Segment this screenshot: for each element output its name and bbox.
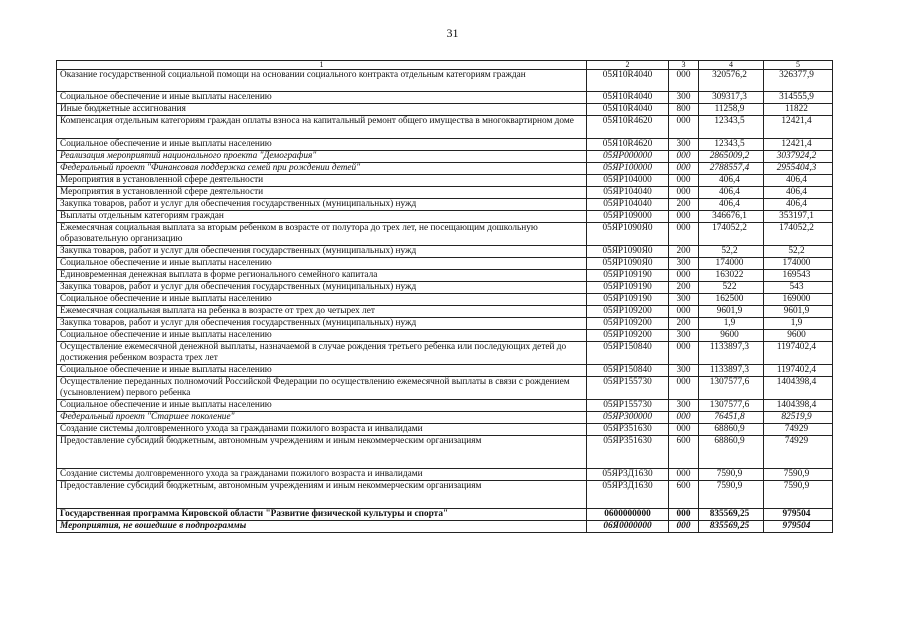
row-value-year2-cell: 406,4 bbox=[764, 175, 833, 187]
row-value-year1-cell: 68860,9 bbox=[699, 436, 764, 469]
table-row bbox=[57, 163, 833, 175]
table-row bbox=[57, 104, 833, 116]
table-row bbox=[57, 282, 833, 294]
row-value-year1-cell: 163022 bbox=[699, 270, 764, 282]
row-value-year2-cell: 174052,2 bbox=[764, 223, 833, 246]
row-value-year1-cell: 406,4 bbox=[699, 199, 764, 211]
row-name-cell: Ежемесячная социальная выплата за вторым ребенком в возрасте от полутора до трех лет, не посещающим дошкольную образовательную организацию bbox=[57, 223, 587, 246]
row-code-cell: 05Я10R4040 bbox=[587, 92, 669, 104]
row-code-cell: 05ЯР109200 bbox=[587, 306, 669, 318]
table-row bbox=[57, 342, 833, 365]
row-name-cell: Осуществление переданных полномочий Российской Федерации по осуществлению ежемесячной выплаты в связи с рождением (усыновлением) первого ребенка bbox=[57, 377, 587, 400]
row-type-cell: 300 bbox=[669, 258, 699, 270]
row-type-cell: 300 bbox=[669, 365, 699, 377]
row-type-cell: 200 bbox=[669, 282, 699, 294]
row-value-year2-cell: 314555,9 bbox=[764, 92, 833, 104]
row-code-cell: 05ЯР109000 bbox=[587, 211, 669, 223]
row-name-cell: Выплаты отдельным категориям граждан bbox=[57, 211, 587, 223]
row-value-year2-cell: 979504 bbox=[764, 509, 833, 521]
row-type-cell: 300 bbox=[669, 139, 699, 151]
row-code-cell: 05ЯР155730 bbox=[587, 400, 669, 412]
row-type-cell: 600 bbox=[669, 481, 699, 509]
row-code-cell: 05ЯР109200 bbox=[587, 330, 669, 342]
header-col-year1: 4 bbox=[699, 61, 764, 70]
row-type-cell: 300 bbox=[669, 330, 699, 342]
row-value-year1-cell: 76451,8 bbox=[699, 412, 764, 424]
row-name-cell: Предоставление субсидий бюджетным, автономным учреждениям и иным некоммерческим организациям bbox=[57, 436, 587, 469]
page-number: 31 bbox=[446, 26, 459, 40]
row-value-year2-cell: 353197,1 bbox=[764, 211, 833, 223]
row-value-year2-cell: 82519,9 bbox=[764, 412, 833, 424]
row-name-cell: Мероприятия в установленной сфере деятельности bbox=[57, 175, 587, 187]
row-value-year1-cell: 522 bbox=[699, 282, 764, 294]
row-value-year1-cell: 7590,9 bbox=[699, 469, 764, 481]
table-row bbox=[57, 365, 833, 377]
row-value-year1-cell: 7590,9 bbox=[699, 481, 764, 509]
row-type-cell: 300 bbox=[669, 294, 699, 306]
table-row bbox=[57, 139, 833, 151]
row-type-cell: 000 bbox=[669, 187, 699, 199]
row-code-cell: 05ЯР109190 bbox=[587, 270, 669, 282]
row-type-cell: 000 bbox=[669, 412, 699, 424]
row-value-year2-cell: 1197402,4 bbox=[764, 365, 833, 377]
row-type-cell: 000 bbox=[669, 116, 699, 139]
row-name-cell: Социальное обеспечение и иные выплаты населению bbox=[57, 92, 587, 104]
table-row bbox=[57, 199, 833, 211]
table-row bbox=[57, 187, 833, 199]
row-code-cell: 05ЯР155730 bbox=[587, 377, 669, 400]
row-name-cell: Компенсация отдельным категориям граждан оплаты взноса на капитальный ремонт общего имущества в многоквартирном доме bbox=[57, 116, 587, 139]
row-code-cell: 05ЯР100000 bbox=[587, 163, 669, 175]
table-row bbox=[57, 306, 833, 318]
table-row bbox=[57, 211, 833, 223]
row-code-cell: 05ЯР351630 bbox=[587, 436, 669, 469]
row-value-year1-cell: 1,9 bbox=[699, 318, 764, 330]
row-name-cell: Закупка товаров, работ и услуг для обеспечения государственных (муниципальных) нужд bbox=[57, 199, 587, 211]
row-code-cell: 0600000000 bbox=[587, 509, 669, 521]
row-value-year2-cell: 169000 bbox=[764, 294, 833, 306]
row-value-year1-cell: 174000 bbox=[699, 258, 764, 270]
row-type-cell: 000 bbox=[669, 163, 699, 175]
row-type-cell: 000 bbox=[669, 223, 699, 246]
row-value-year2-cell: 169543 bbox=[764, 270, 833, 282]
row-name-cell: Социальное обеспечение и иные выплаты населению bbox=[57, 294, 587, 306]
header-col-name: 1 bbox=[57, 61, 587, 70]
row-value-year1-cell: 1133897,3 bbox=[699, 365, 764, 377]
row-name-cell: Закупка товаров, работ и услуг для обеспечения государственных (муниципальных) нужд bbox=[57, 282, 587, 294]
table-row bbox=[57, 481, 833, 509]
row-name-cell: Мероприятия в установленной сфере деятельности bbox=[57, 187, 587, 199]
header-col-code: 2 bbox=[587, 61, 669, 70]
row-code-cell: 05ЯР3Д1630 bbox=[587, 481, 669, 509]
row-value-year1-cell: 174052,2 bbox=[699, 223, 764, 246]
table-row bbox=[57, 116, 833, 139]
row-type-cell: 000 bbox=[669, 175, 699, 187]
row-value-year1-cell: 12343,5 bbox=[699, 139, 764, 151]
row-code-cell: 05ЯР104040 bbox=[587, 199, 669, 211]
table-row bbox=[57, 424, 833, 436]
row-code-cell: 05ЯР1090Я0 bbox=[587, 246, 669, 258]
row-code-cell: 05ЯР109200 bbox=[587, 318, 669, 330]
row-code-cell: 05ЯР109190 bbox=[587, 282, 669, 294]
row-type-cell: 300 bbox=[669, 92, 699, 104]
table-row bbox=[57, 175, 833, 187]
row-value-year1-cell: 11258,9 bbox=[699, 104, 764, 116]
row-value-year2-cell: 52,2 bbox=[764, 246, 833, 258]
row-value-year2-cell: 9600 bbox=[764, 330, 833, 342]
row-value-year2-cell: 326377,9 bbox=[764, 70, 833, 92]
row-name-cell: Государственная программа Кировской области "Развитие физической культуры и спорта" bbox=[57, 509, 587, 521]
row-value-year1-cell: 835569,25 bbox=[699, 521, 764, 533]
row-name-cell: Создание системы долговременного ухода за гражданами пожилого возраста и инвалидами bbox=[57, 469, 587, 481]
table-row bbox=[57, 412, 833, 424]
header-col-year2: 5 bbox=[764, 61, 833, 70]
row-code-cell: 05ЯР300000 bbox=[587, 412, 669, 424]
row-value-year1-cell: 52,2 bbox=[699, 246, 764, 258]
row-type-cell: 000 bbox=[669, 342, 699, 365]
row-value-year2-cell: 2955404,3 bbox=[764, 163, 833, 175]
row-code-cell: 06Я0000000 bbox=[587, 521, 669, 533]
row-value-year1-cell: 406,4 bbox=[699, 187, 764, 199]
table-row bbox=[57, 377, 833, 400]
budget-table bbox=[56, 60, 833, 533]
row-code-cell: 05ЯР000000 bbox=[587, 151, 669, 163]
header-col-type: 3 bbox=[669, 61, 699, 70]
row-value-year1-cell: 835569,25 bbox=[699, 509, 764, 521]
table-row bbox=[57, 270, 833, 282]
row-name-cell: Федеральный проект "Финансовая поддержка семей при рождении детей" bbox=[57, 163, 587, 175]
row-name-cell: Иные бюджетные ассигнования bbox=[57, 104, 587, 116]
table-row bbox=[57, 436, 833, 469]
row-type-cell: 000 bbox=[669, 70, 699, 92]
row-value-year2-cell: 979504 bbox=[764, 521, 833, 533]
row-value-year2-cell: 7590,9 bbox=[764, 481, 833, 509]
row-value-year2-cell: 1,9 bbox=[764, 318, 833, 330]
table-row bbox=[57, 70, 833, 92]
row-value-year1-cell: 9600 bbox=[699, 330, 764, 342]
row-code-cell: 05ЯР109190 bbox=[587, 294, 669, 306]
row-code-cell: 05ЯР104000 bbox=[587, 175, 669, 187]
table-row bbox=[57, 318, 833, 330]
row-type-cell: 000 bbox=[669, 151, 699, 163]
row-value-year2-cell: 74929 bbox=[764, 424, 833, 436]
row-value-year2-cell: 543 bbox=[764, 282, 833, 294]
row-type-cell: 600 bbox=[669, 436, 699, 469]
row-value-year1-cell: 1307577,6 bbox=[699, 400, 764, 412]
row-name-cell: Ежемесячная социальная выплата на ребенка в возрасте от трех до четырех лет bbox=[57, 306, 587, 318]
row-value-year1-cell: 346676,1 bbox=[699, 211, 764, 223]
row-type-cell: 200 bbox=[669, 246, 699, 258]
row-value-year1-cell: 1133897,3 bbox=[699, 342, 764, 365]
row-name-cell: Мероприятия, не вошедшие в подпрограммы bbox=[57, 521, 587, 533]
row-type-cell: 000 bbox=[669, 270, 699, 282]
row-type-cell: 000 bbox=[669, 509, 699, 521]
row-name-cell: Социальное обеспечение и иные выплаты населению bbox=[57, 330, 587, 342]
row-type-cell: 800 bbox=[669, 104, 699, 116]
table-row bbox=[57, 92, 833, 104]
row-type-cell: 300 bbox=[669, 400, 699, 412]
row-name-cell: Закупка товаров, работ и услуг для обеспечения государственных (муниципальных) нужд bbox=[57, 246, 587, 258]
row-type-cell: 000 bbox=[669, 211, 699, 223]
row-value-year2-cell: 406,4 bbox=[764, 187, 833, 199]
row-value-year1-cell: 162500 bbox=[699, 294, 764, 306]
row-value-year2-cell: 1197402,4 bbox=[764, 342, 833, 365]
row-name-cell: Социальное обеспечение и иные выплаты населению bbox=[57, 139, 587, 151]
table-row bbox=[57, 400, 833, 412]
row-value-year2-cell: 1404398,4 bbox=[764, 377, 833, 400]
row-value-year1-cell: 406,4 bbox=[699, 175, 764, 187]
row-code-cell: 05ЯР351630 bbox=[587, 424, 669, 436]
row-value-year1-cell: 2788557,4 bbox=[699, 163, 764, 175]
row-code-cell: 05ЯР1090Я0 bbox=[587, 258, 669, 270]
row-name-cell: Федеральный проект "Старшее поколение" bbox=[57, 412, 587, 424]
table-row bbox=[57, 330, 833, 342]
row-value-year2-cell: 174000 bbox=[764, 258, 833, 270]
table-row bbox=[57, 151, 833, 163]
table-row bbox=[57, 521, 833, 533]
row-type-cell: 200 bbox=[669, 318, 699, 330]
row-name-cell: Социальное обеспечение и иные выплаты населению bbox=[57, 400, 587, 412]
row-value-year2-cell: 12421,4 bbox=[764, 116, 833, 139]
row-value-year2-cell: 11822 bbox=[764, 104, 833, 116]
row-code-cell: 05ЯР150840 bbox=[587, 365, 669, 377]
row-name-cell: Социальное обеспечение и иные выплаты населению bbox=[57, 365, 587, 377]
row-code-cell: 05ЯР3Д1630 bbox=[587, 469, 669, 481]
row-type-cell: 000 bbox=[669, 469, 699, 481]
table-row bbox=[57, 223, 833, 246]
row-name-cell: Социальное обеспечение и иные выплаты населению bbox=[57, 258, 587, 270]
row-type-cell: 000 bbox=[669, 521, 699, 533]
row-value-year2-cell: 1404398,4 bbox=[764, 400, 833, 412]
row-code-cell: 05ЯР150840 bbox=[587, 342, 669, 365]
table-row bbox=[57, 469, 833, 481]
row-name-cell: Создание системы долговременного ухода за гражданами пожилого возраста и инвалидами bbox=[57, 424, 587, 436]
row-code-cell: 05ЯР104040 bbox=[587, 187, 669, 199]
row-code-cell: 05Я10R4040 bbox=[587, 104, 669, 116]
row-type-cell: 000 bbox=[669, 424, 699, 436]
row-value-year1-cell: 9601,9 bbox=[699, 306, 764, 318]
table-row bbox=[57, 246, 833, 258]
row-value-year1-cell: 68860,9 bbox=[699, 424, 764, 436]
row-value-year2-cell: 3037924,2 bbox=[764, 151, 833, 163]
row-name-cell: Единовременная денежная выплата в форме регионального семейного капитала bbox=[57, 270, 587, 282]
row-value-year2-cell: 9601,9 bbox=[764, 306, 833, 318]
row-name-cell: Закупка товаров, работ и услуг для обеспечения государственных (муниципальных) нужд bbox=[57, 318, 587, 330]
row-type-cell: 000 bbox=[669, 306, 699, 318]
row-code-cell: 05ЯР1090Я0 bbox=[587, 223, 669, 246]
row-value-year1-cell: 1307577,6 bbox=[699, 377, 764, 400]
row-name-cell: Предоставление субсидий бюджетным, автономным учреждениям и иным некоммерческим организациям bbox=[57, 481, 587, 509]
row-name-cell: Оказание государственной социальной помощи на основании социального контракта отдельным категориям граждан bbox=[57, 70, 587, 92]
row-code-cell: 05Я10R4040 bbox=[587, 70, 669, 92]
row-value-year1-cell: 2865009,2 bbox=[699, 151, 764, 163]
row-value-year1-cell: 320576,2 bbox=[699, 70, 764, 92]
row-value-year1-cell: 309317,3 bbox=[699, 92, 764, 104]
row-code-cell: 05Я10R4620 bbox=[587, 139, 669, 151]
row-value-year2-cell: 406,4 bbox=[764, 199, 833, 211]
row-value-year2-cell: 12421,4 bbox=[764, 139, 833, 151]
row-value-year1-cell: 12343,5 bbox=[699, 116, 764, 139]
table-row bbox=[57, 509, 833, 521]
row-type-cell: 200 bbox=[669, 199, 699, 211]
table-row bbox=[57, 294, 833, 306]
row-code-cell: 05Я10R4620 bbox=[587, 116, 669, 139]
row-name-cell: Осуществление ежемесячной денежной выплаты, назначаемой в случае рождения третьего ребенка или последующих детей до достижения ребенком возраста трех лет bbox=[57, 342, 587, 365]
row-type-cell: 000 bbox=[669, 377, 699, 400]
row-value-year2-cell: 74929 bbox=[764, 436, 833, 469]
row-value-year2-cell: 7590,9 bbox=[764, 469, 833, 481]
row-name-cell: Реализация мероприятий национального проекта "Демография" bbox=[57, 151, 587, 163]
header-row bbox=[57, 61, 833, 70]
table-row bbox=[57, 258, 833, 270]
